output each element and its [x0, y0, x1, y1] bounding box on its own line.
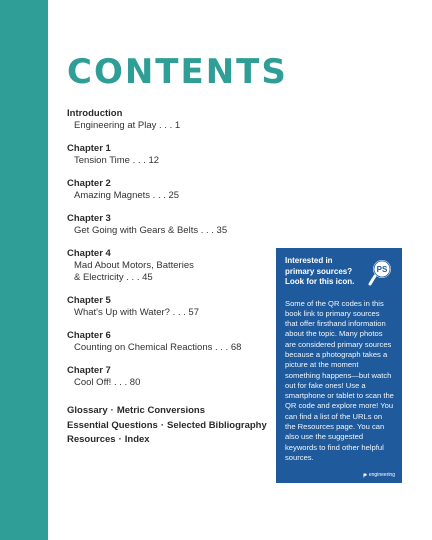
toc-heading: Chapter 3 [67, 213, 111, 224]
toc-line: Counting on Chemical Reactions . . . 68 [74, 342, 242, 353]
back-matter-list [67, 404, 277, 448]
back-matter-row [67, 433, 277, 448]
toc-heading: Chapter 7 [67, 365, 111, 376]
back-matter-row [67, 404, 277, 419]
toc-entry-chapter-7 [67, 365, 267, 389]
callout-heading [285, 256, 373, 288]
side-color-bar [0, 0, 48, 540]
toc-line: Tension Time . . . 12 [74, 155, 160, 166]
table-of-contents [67, 108, 267, 400]
page-title: CONTENTS [67, 52, 288, 92]
back-matter-item: Resources [67, 434, 116, 445]
icon-label: PS [376, 265, 388, 274]
toc-line: Amazing Magnets . . . 25 [74, 190, 180, 201]
toc-line: Cool Off! . . . 80 [74, 377, 141, 388]
publisher-label: engineering [368, 472, 395, 478]
toc-entry-chapter-1 [67, 143, 267, 167]
back-matter-item: Essential Questions [67, 419, 158, 431]
toc-heading: Chapter 1 [67, 143, 111, 154]
toc-line: Mad About Motors, Batteries [74, 260, 194, 271]
callout-heading-line: Look for this icon. [285, 277, 355, 286]
back-matter-item: Metric Conversions [116, 405, 206, 416]
toc-entry-chapter-3 [67, 213, 267, 237]
toc-heading: Chapter 2 [67, 178, 111, 189]
toc-entry-introduction [67, 108, 267, 132]
toc-entry-chapter-2 [67, 178, 267, 202]
toc-line: Engineering at Play . . . 1 [74, 120, 181, 131]
toc-line: What's Up with Water? . . . 57 [74, 307, 200, 318]
back-matter-row [67, 419, 277, 434]
toc-heading: Chapter 4 [67, 248, 111, 259]
publisher-logo-icon [363, 473, 367, 478]
toc-line: & Electricity . . . 45 [74, 272, 153, 283]
primary-sources-callout [276, 248, 402, 483]
back-matter-item: Selected Bibliography [166, 419, 267, 431]
toc-entry-chapter-5 [67, 295, 267, 319]
toc-heading: Introduction [67, 108, 123, 119]
primary-source-magnifier-icon [368, 258, 394, 288]
toc-line: Get Going with Gears & Belts . . . 35 [74, 225, 228, 236]
toc-entry-chapter-6 [67, 330, 267, 354]
separator: · [110, 405, 114, 416]
toc-heading: Chapter 6 [67, 330, 111, 341]
back-matter-item: Glossary [67, 405, 108, 416]
separator: · [118, 434, 122, 445]
callout-heading-line: primary sources? [285, 266, 353, 276]
callout-body: Some of the QR codes in this book link to primary sources that offer firsthand information about the topic. Many photos are considered primary sources because a photograph takes a picture at the moment something happens—but watch out for fake ones! Use a smartphone or tablet to scan the QR code and explore more! You can find a list of the URLs on the Resources page. You can also use the suggested keywords to find other helpful sources. [285, 298, 394, 462]
separator: · [160, 419, 164, 431]
toc-entry-chapter-4 [67, 248, 267, 284]
toc-heading: Chapter 5 [67, 295, 111, 306]
publisher-mark [363, 472, 395, 478]
callout-heading-line: Interested in [285, 256, 333, 265]
back-matter-item: Index [124, 434, 150, 445]
